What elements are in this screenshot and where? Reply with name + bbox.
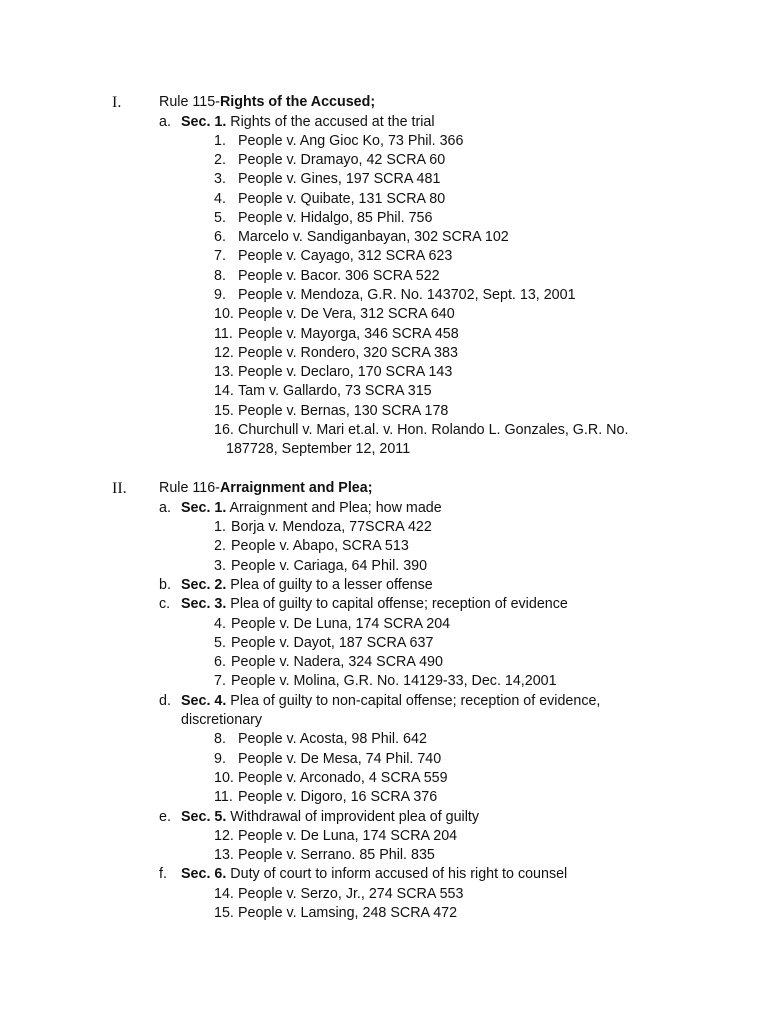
section-letter: e. bbox=[159, 809, 171, 825]
section-letter: d. bbox=[159, 693, 171, 709]
case-citation: People v. Acosta, 98 Phil. 642 bbox=[238, 731, 427, 747]
case-citation: People v. Quibate, 131 SCRA 80 bbox=[238, 191, 446, 207]
case-citation: People v. Cayago, 312 SCRA 623 bbox=[238, 248, 453, 264]
case-citation: People v. Mayorga, 346 SCRA 458 bbox=[238, 326, 459, 342]
rule-heading: Rule 115-Rights of the Accused; bbox=[159, 94, 376, 110]
case-citation: Churchull v. Mari et.al. v. Hon. Rolando L. Gonzales, G.R. No. bbox=[238, 422, 629, 438]
case-citation: People v. De Luna, 174 SCRA 204 bbox=[231, 616, 451, 632]
section-text: Sec. 4. Plea of guilty to non-capital offense; reception of evidence, bbox=[181, 693, 601, 709]
section-letter: a. bbox=[159, 114, 171, 130]
rule-heading: Rule 116-Arraignment and Plea; bbox=[159, 480, 373, 496]
section-text: Sec. 1. Rights of the accused at the trial bbox=[181, 114, 435, 130]
case-citation: People v. Bacor. 306 SCRA 522 bbox=[238, 268, 440, 284]
section-text: Sec. 2. Plea of guilty to a lesser offense bbox=[181, 577, 433, 593]
section-letter: c. bbox=[159, 596, 171, 612]
case-citation: People v. Mendoza, G.R. No. 143702, Sept. 13, 2001 bbox=[238, 287, 576, 303]
section-text: Sec. 6. Duty of court to inform accused of his right to counsel bbox=[181, 866, 568, 882]
section-text: Sec. 3. Plea of guilty to capital offense; reception of evidence bbox=[181, 596, 568, 612]
case-citation-cont: 187728, September 12, 2011 bbox=[226, 441, 411, 457]
case-citation: People v. Declaro, 170 SCRA 143 bbox=[238, 364, 453, 380]
document-page: I. Rule 115-Rights of the Accused; a. Sec. 1. Rights of the accused at the trial 1. People v. Ang Gioc Ko, 73 Phil. 366 2. People v. Dramayo, 42 SCRA 60 3. People v. Gines, 197 SCRA 481 4. People v. Quibate, 131 SCRA 80 5. People v. Hidalgo, 85 Phil. 756 6. Marcelo v. Sandiganbayan, 302 SCRA 102 7. People v. Cayago, 312 SCRA 623 8. People v. Bacor. 306 SCRA 522 9. People v. Mendoza, G.R. No. 143702, Sept. 13, 2001 10. People v. De Vera, 312 SCRA 640 11. People v. Mayorga, 346 SCRA 458 12. People v. Rondero, 320 SCRA 383 13. People v. Declaro, 170 SCRA 143 14. Tam v. Gallardo, 73 SCRA 315 15. People v. Bernas, 130 SCRA 178 16. Churchull v. Mari et.al. v. Hon. Rolando L. Gonzales, G.R. No. 187728, September 12, 2011 II. Rule 116-Arraignment and Plea; a. Sec. 1. Arraignment and Plea; how made 1. Borja v. Mendoza, 77SCRA 422 2. People v. Abapo, SCRA 513 3. People v. Cariaga, 64 Phil. 390 b. Sec. 2. Plea of guilty to a lesser offense c. Sec. 3. Plea of guilty to capital offense; reception of evidence 4. People v. De Luna, 174 SCRA 204 5. People v. Dayot, 187 SCRA 637 6. People v. Nadera, 324 SCRA 490 7. People v. Molina, G.R. No. 14129-33, Dec. 14,2001 d. Sec. 4. Plea of guilty to non-capital offense; reception of evidence, discretionary 8. People v. Acosta, 98 Phil. 642 9. People v. De Mesa, 74 Phil. 740 10. People v. Arconado, 4 SCRA 559 11. People v. Digoro, 16 SCRA 376 e. Sec. 5. Withdrawal of improvident plea of guilty 12. People v. De Luna, 174 SCRA 204 13. People v. Serrano. 85 Phil. 835 f. Sec. 6. Duty of court to inform accused of his right to counsel 14. People v. Serzo, Jr., 274 SCRA 553 15. People v. Lamsing, 248 SCRA 472 bbox=[0, 0, 768, 1024]
case-citation: People v. De Mesa, 74 Phil. 740 bbox=[238, 751, 442, 767]
section-letter: a. bbox=[159, 500, 171, 516]
case-citation: People v. Serrano. 85 Phil. 835 bbox=[238, 847, 435, 863]
section-text: Sec. 5. Withdrawal of improvident plea of guilty bbox=[181, 809, 480, 825]
case-citation: People v. De Luna, 174 SCRA 204 bbox=[238, 828, 458, 844]
case-citation: Borja v. Mendoza, 77SCRA 422 bbox=[231, 519, 432, 535]
case-citation: People v. Digoro, 16 SCRA 376 bbox=[238, 789, 438, 805]
roman-numeral: I. bbox=[112, 94, 122, 111]
case-citation: People v. Serzo, Jr., 274 SCRA 553 bbox=[238, 886, 464, 902]
case-citation: Tam v. Gallardo, 73 SCRA 315 bbox=[238, 383, 432, 399]
case-citation: People v. Abapo, SCRA 513 bbox=[231, 538, 409, 554]
section-letter: f. bbox=[159, 866, 167, 882]
case-citation: People v. Nadera, 324 SCRA 490 bbox=[231, 654, 443, 670]
section-text: Sec. 1. Arraignment and Plea; how made bbox=[181, 500, 442, 516]
case-citation: People v. Molina, G.R. No. 14129-33, Dec. 14,2001 bbox=[231, 673, 557, 689]
section-text-cont: discretionary bbox=[181, 712, 263, 728]
case-citation: People v. Bernas, 130 SCRA 178 bbox=[238, 403, 449, 419]
case-citation: People v. Hidalgo, 85 Phil. 756 bbox=[238, 210, 433, 226]
case-citation: People v. Gines, 197 SCRA 481 bbox=[238, 171, 441, 187]
case-citation: People v. Arconado, 4 SCRA 559 bbox=[238, 770, 448, 786]
case-citation: People v. Lamsing, 248 SCRA 472 bbox=[238, 905, 458, 921]
case-citation: People v. Dramayo, 42 SCRA 60 bbox=[238, 152, 446, 168]
case-citation: Marcelo v. Sandiganbayan, 302 SCRA 102 bbox=[238, 229, 509, 245]
case-citation: People v. Dayot, 187 SCRA 637 bbox=[231, 635, 434, 651]
case-citation: People v. Rondero, 320 SCRA 383 bbox=[238, 345, 458, 361]
case-citation: People v. Cariaga, 64 Phil. 390 bbox=[231, 558, 428, 574]
roman-numeral: II. bbox=[112, 480, 127, 497]
case-citation: People v. De Vera, 312 SCRA 640 bbox=[238, 306, 455, 322]
section-letter: b. bbox=[159, 577, 171, 593]
case-citation: People v. Ang Gioc Ko, 73 Phil. 366 bbox=[238, 133, 464, 149]
